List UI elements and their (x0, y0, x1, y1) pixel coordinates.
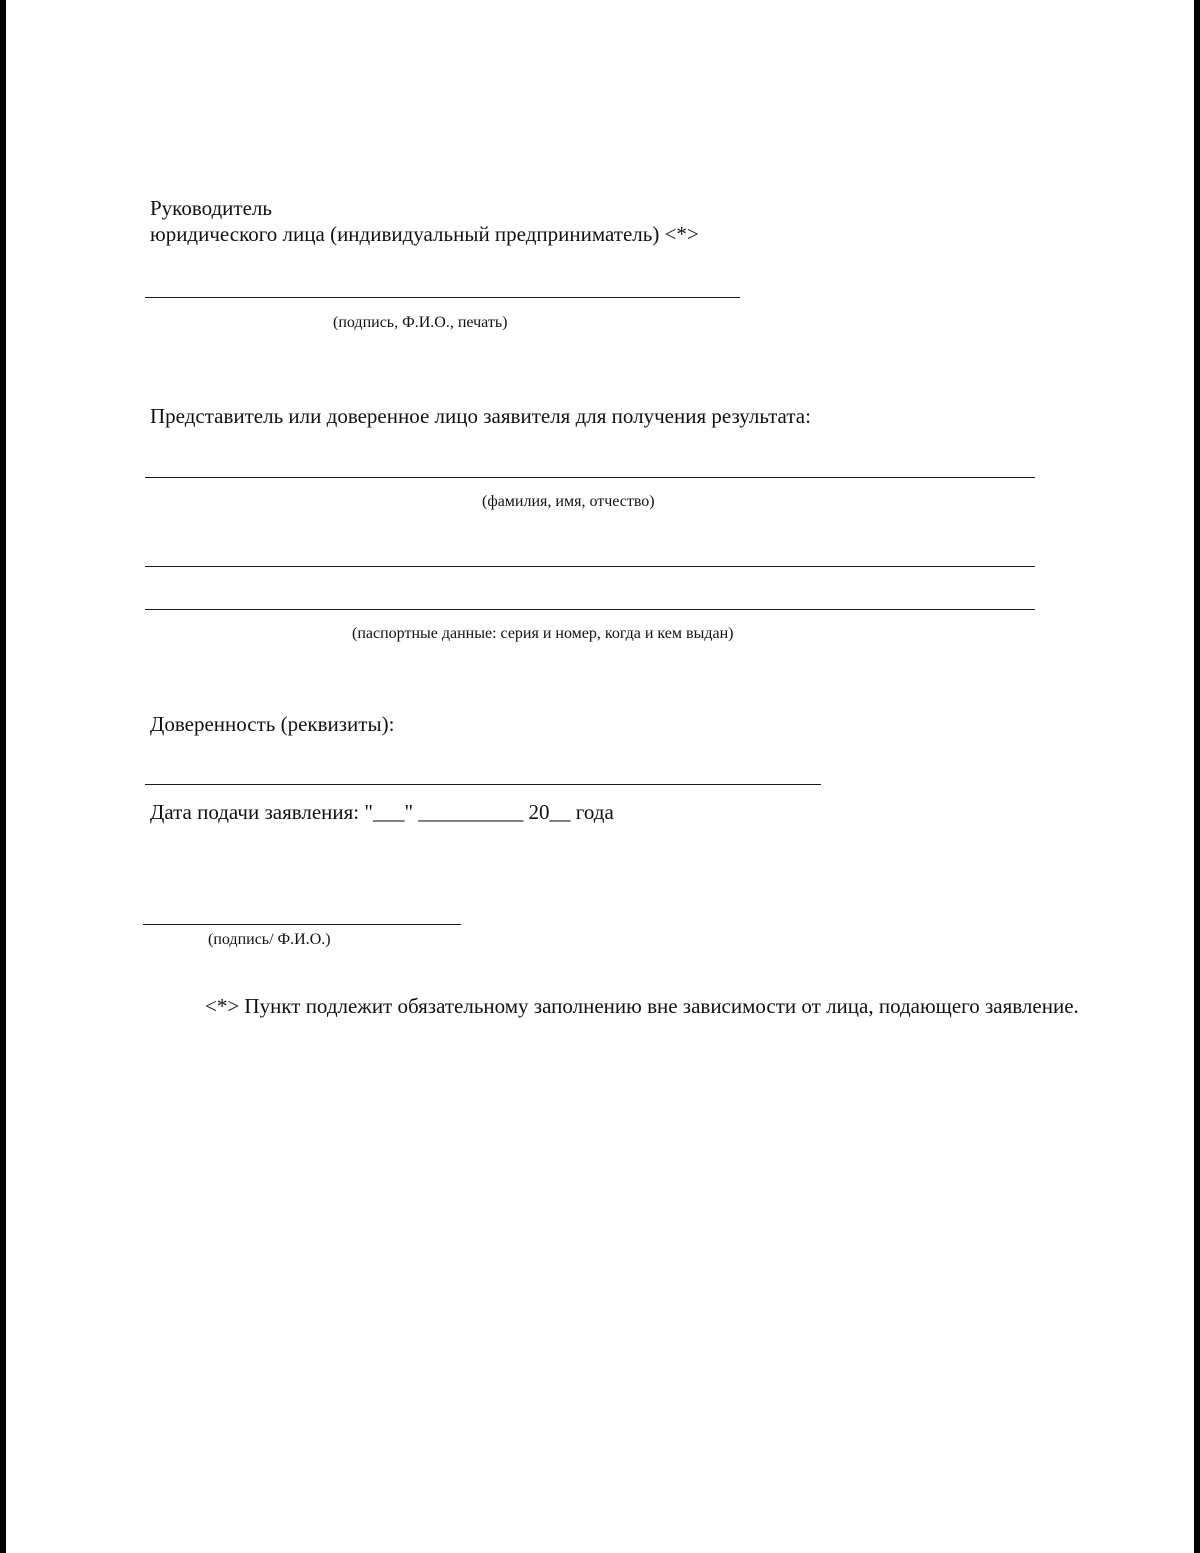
footnote: <*> Пункт подлежит обязательному заполнению вне зависимости от лица, подающего заявление. (205, 994, 1079, 1018)
passport-caption: (паспортные данные: серия и номер, когда и кем выдан) (352, 625, 734, 642)
representative-name-line[interactable] (145, 477, 1035, 478)
representative-name-caption: (фамилия, имя, отчество) (482, 493, 655, 510)
head-subtitle: юридического лица (индивидуальный предприниматель) <*> (150, 222, 699, 246)
page-edge-left (0, 0, 6, 1553)
signature-caption: (подпись/ Ф.И.О.) (208, 931, 331, 948)
submission-date: Дата подачи заявления: "___" __________ 20__ года (150, 800, 614, 824)
power-of-attorney-label: Доверенность (реквизиты): (150, 712, 395, 736)
head-signature-line[interactable] (145, 297, 740, 298)
representative-label: Представитель или доверенное лицо заявителя для получения результата: (150, 404, 811, 428)
page-edge-right (1194, 0, 1200, 1553)
passport-line-2[interactable] (145, 609, 1035, 610)
passport-line-1[interactable] (145, 566, 1035, 567)
head-signature-caption: (подпись, Ф.И.О., печать) (333, 314, 508, 331)
head-title: Руководитель (150, 196, 272, 220)
power-of-attorney-line[interactable] (145, 784, 821, 785)
signature-line[interactable] (143, 924, 461, 925)
